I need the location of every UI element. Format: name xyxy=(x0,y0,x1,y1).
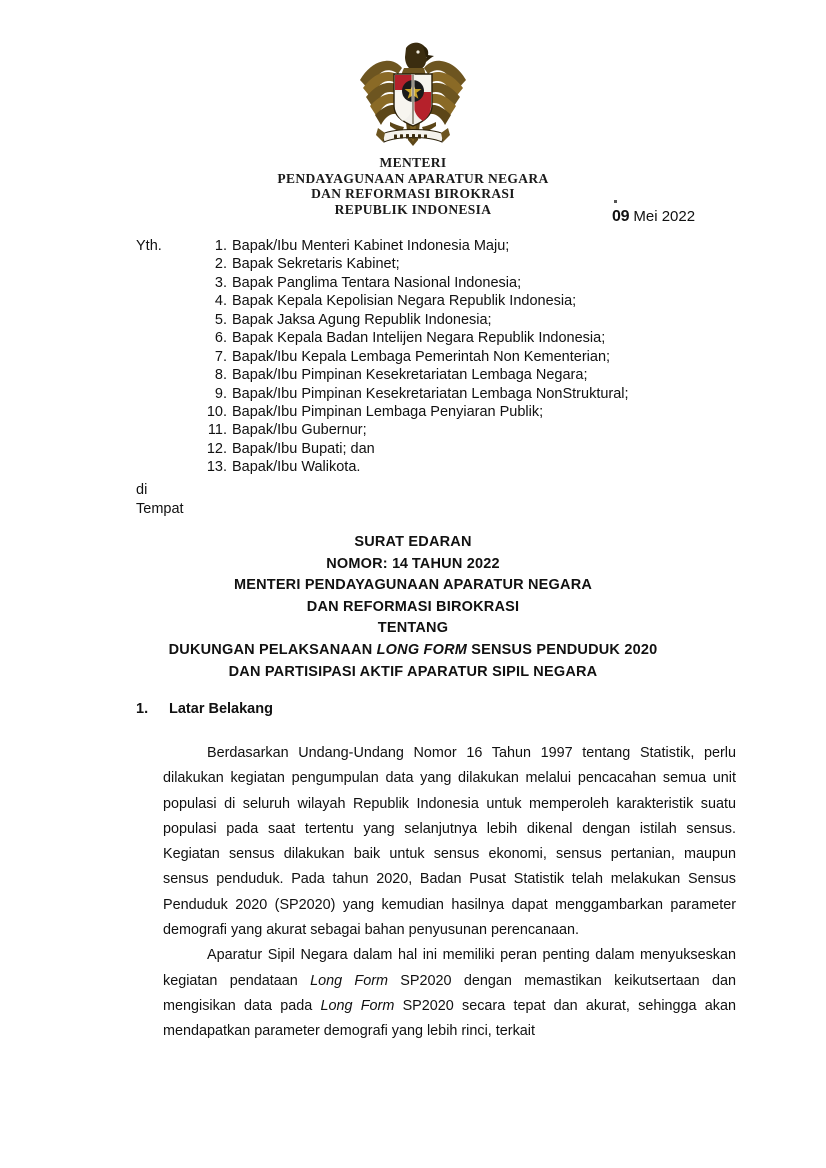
address-block xyxy=(136,481,184,519)
list-item-number: 8. xyxy=(214,367,227,384)
letterhead-line-4: REPUBLIK INDONESIA xyxy=(334,201,492,217)
paragraph-2-run-2: SP2020 dengan memastikan keikutsertaan dan mengisikan data pada xyxy=(163,972,736,1014)
date-stray-mark xyxy=(614,200,617,203)
title-surat-edaran: SURAT EDARAN xyxy=(354,534,472,550)
title-ministry-line-2: DAN REFORMASI BIROKRASI xyxy=(306,598,520,615)
letterhead-text xyxy=(0,155,826,217)
section-title: Latar Belakang xyxy=(169,701,273,717)
nomor-suffix: TAHUN 2022 xyxy=(411,555,500,572)
nomor-handwritten: 14 xyxy=(392,555,408,572)
list-item xyxy=(136,459,736,477)
list-item xyxy=(136,422,736,440)
paragraph-2-italic-long-form-1: Long Form xyxy=(310,972,388,989)
list-item-number: 5. xyxy=(214,311,227,328)
title-subject-line-1 xyxy=(0,640,826,662)
list-item-number: 1. xyxy=(214,238,227,254)
paragraph-1 xyxy=(163,741,736,943)
list-item xyxy=(136,386,736,404)
subject-italic-long-form: LONG FORM xyxy=(376,641,468,658)
list-item-text: Bapak Kepala Kepolisian Negara Republik Indonesia; xyxy=(232,293,577,310)
title-ministry-line-1: MENTERI PENDAYAGUNAAN APARATUR NEGARA xyxy=(233,577,593,594)
list-item-number: 7. xyxy=(214,348,227,365)
list-item xyxy=(136,256,736,274)
list-item xyxy=(136,275,736,293)
list-item-number: 6. xyxy=(214,330,227,347)
list-item-number: 9. xyxy=(214,385,227,402)
list-item-number: 2. xyxy=(214,256,227,273)
document-title-block xyxy=(0,532,826,683)
letterhead-line-1: MENTERI xyxy=(379,155,447,170)
section-heading-latar-belakang xyxy=(136,701,273,717)
list-item-number: 10. xyxy=(206,403,227,420)
list-item-number: 3. xyxy=(214,274,227,291)
list-item-number: 12. xyxy=(206,440,227,457)
subject-pre: DUKUNGAN PELAKSANAAN xyxy=(168,641,373,658)
letterhead-line-2: PENDAYAGUNAAN APARATUR NEGARA xyxy=(277,170,549,186)
subject-post: SENSUS PENDUDUK 2020 xyxy=(471,641,658,658)
title-tentang: TENTANG xyxy=(377,620,449,637)
list-item-text: Bapak/Ibu Walikota. xyxy=(232,459,361,476)
list-item-number: 13. xyxy=(206,459,227,476)
recipient-list xyxy=(136,238,736,478)
list-item-text: Bapak/Ibu Pimpinan Kesekretariatan Lembaga NonStruktural; xyxy=(232,385,629,402)
list-item-text: Bapak/Ibu Menteri Kabinet Indonesia Maju; xyxy=(232,238,510,254)
paragraph-2-italic-long-form-2: Long Form xyxy=(320,997,395,1014)
list-item-text: Bapak Sekretaris Kabinet; xyxy=(232,256,400,273)
list-item-text: Bapak Kepala Badan Intelijen Negara Republik Indonesia; xyxy=(232,330,606,347)
list-item-text: Bapak/Ibu Pimpinan Kesekretariatan Lembaga Negara; xyxy=(232,367,588,384)
document-date xyxy=(612,208,695,226)
recipient-list-label: Yth. xyxy=(136,238,162,254)
paragraph-2 xyxy=(163,943,736,1044)
paragraph-2-run-3: SP2020 secara tepat dan akurat, sehingga akan mendapatkan parameter demografi yang lebih rinci, terkait xyxy=(163,997,736,1040)
letterhead-line-3: DAN REFORMASI BIROKRASI xyxy=(311,186,515,202)
list-item xyxy=(136,349,736,367)
list-item xyxy=(136,367,736,385)
list-item-text: Bapak/Ibu Kepala Lembaga Pemerintah Non Kementerian; xyxy=(232,348,611,365)
list-item-text: Bapak/Ibu Pimpinan Lembaga Penyiaran Publik; xyxy=(232,403,544,420)
list-item-text: Bapak/Ibu Gubernur; xyxy=(232,422,367,439)
body-content xyxy=(163,741,736,1045)
paragraph-2-run-1: Aparatur Sipil Negara dalam hal ini memiliki peran penting dalam menyukseskan kegiatan pendataan xyxy=(163,947,736,989)
address-line-1: di xyxy=(136,482,148,498)
list-item xyxy=(136,330,736,348)
paragraph-1-run-1: Berdasarkan Undang-Undang Nomor 16 Tahun 1997 tentang Statistik, perlu dilakukan kegiatan pengumpulan data yang dilakukan melalui pencacahan semua unit populasi di seluruh wilayah Republik Indonesia untuk memperoleh karakteristik suatu populasi pada saat tertentu yang selanjutnya lebih dikenal dengan istilah sensus. Kegiatan sensus dilakukan baik untuk sensus ekonomi, sensus pertanian, maupun sensus penduduk. Pada tahun 2020, Badan Pusat Statistik telah melakukan Sensus Penduduk 2020 (SP2020) yang kemudian hasilnya dapat menggambarkan parameter demografi yang akurat sebagai bahan penyusunan perencanaan. xyxy=(163,745,736,939)
list-item-text: Bapak/Ibu Bupati; dan xyxy=(232,440,375,457)
list-item xyxy=(136,404,736,422)
list-item xyxy=(136,238,736,256)
list-item-text: Bapak Jaksa Agung Republik Indonesia; xyxy=(232,311,492,328)
nomor-prefix: NOMOR: xyxy=(326,555,388,572)
letterhead-emblem-container xyxy=(0,34,826,161)
date-day-handwritten: 09 xyxy=(612,208,630,225)
section-number: 1. xyxy=(136,701,149,717)
list-item-number: 4. xyxy=(214,293,227,310)
date-month-year: Mei 2022 xyxy=(633,208,696,225)
list-item xyxy=(136,293,736,311)
garuda-pancasila-emblem xyxy=(354,34,472,156)
address-line-2: Tempat xyxy=(136,501,184,517)
list-item-text: Bapak Panglima Tentara Nasional Indonesia; xyxy=(232,274,522,291)
title-subject-line-2: DAN PARTISIPASI AKTIF APARATUR SIPIL NEGARA xyxy=(228,663,598,680)
title-nomor-line xyxy=(0,554,826,576)
list-item xyxy=(136,441,736,459)
list-item-number: 11. xyxy=(207,422,227,439)
list-item xyxy=(136,312,736,330)
